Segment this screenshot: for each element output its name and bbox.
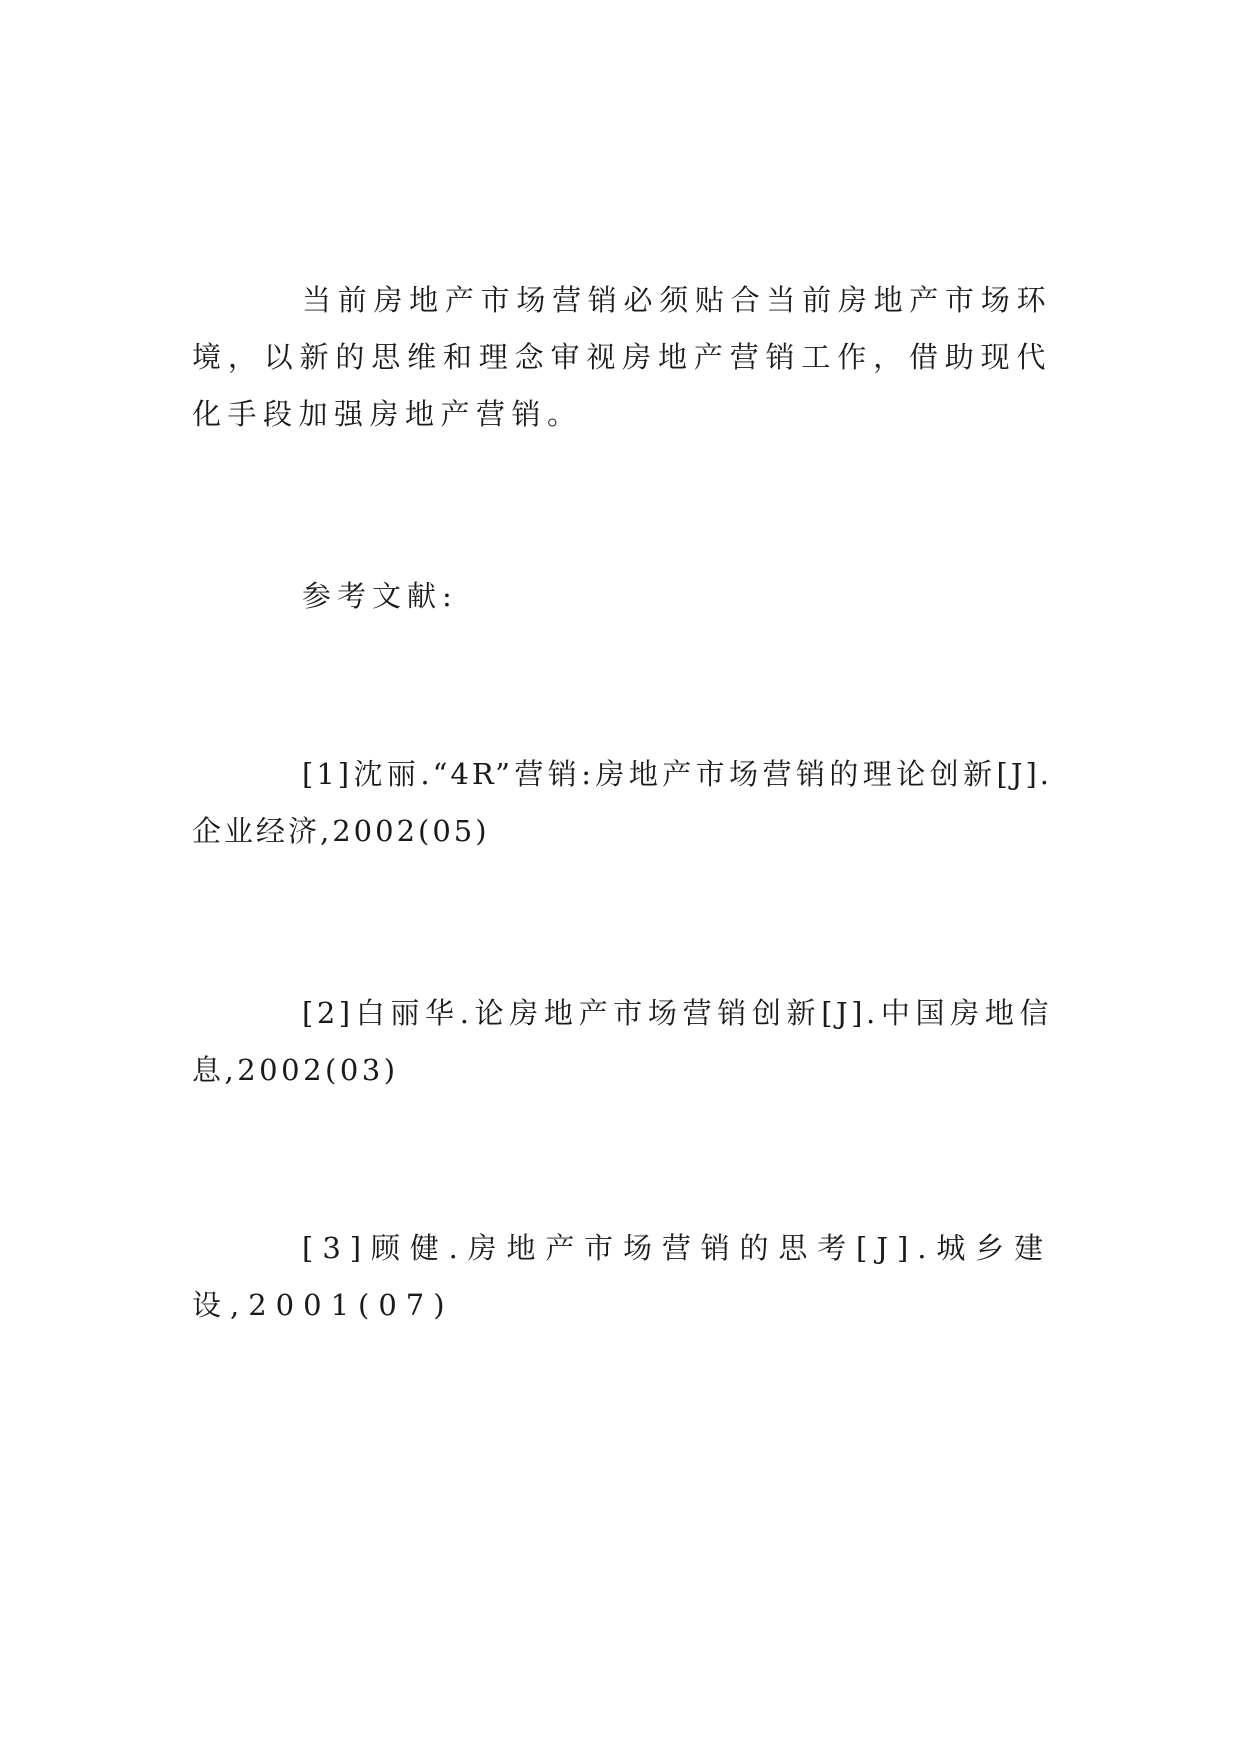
references-heading: 参考文献: <box>302 579 458 613</box>
body-paragraph: 当前房地产市场营销必须贴合当前房地产市场环境，以新的思维和理念审视房地产营销工作，借助现代化手段加强房地产营销。 <box>192 283 1052 431</box>
reference-item-1: [1]沈丽.“4R”营销:房地产市场营销的理论创新[J].企业经济,2002(05) <box>192 757 1052 848</box>
reference-item-3: [3]顾健.房地产市场营销的思考[J].城乡建设,2001(07) <box>192 1231 1052 1322</box>
reference-item-2: [2]白丽华.论房地产市场营销创新[J].中国房地信息,2002(03) <box>192 996 1052 1087</box>
